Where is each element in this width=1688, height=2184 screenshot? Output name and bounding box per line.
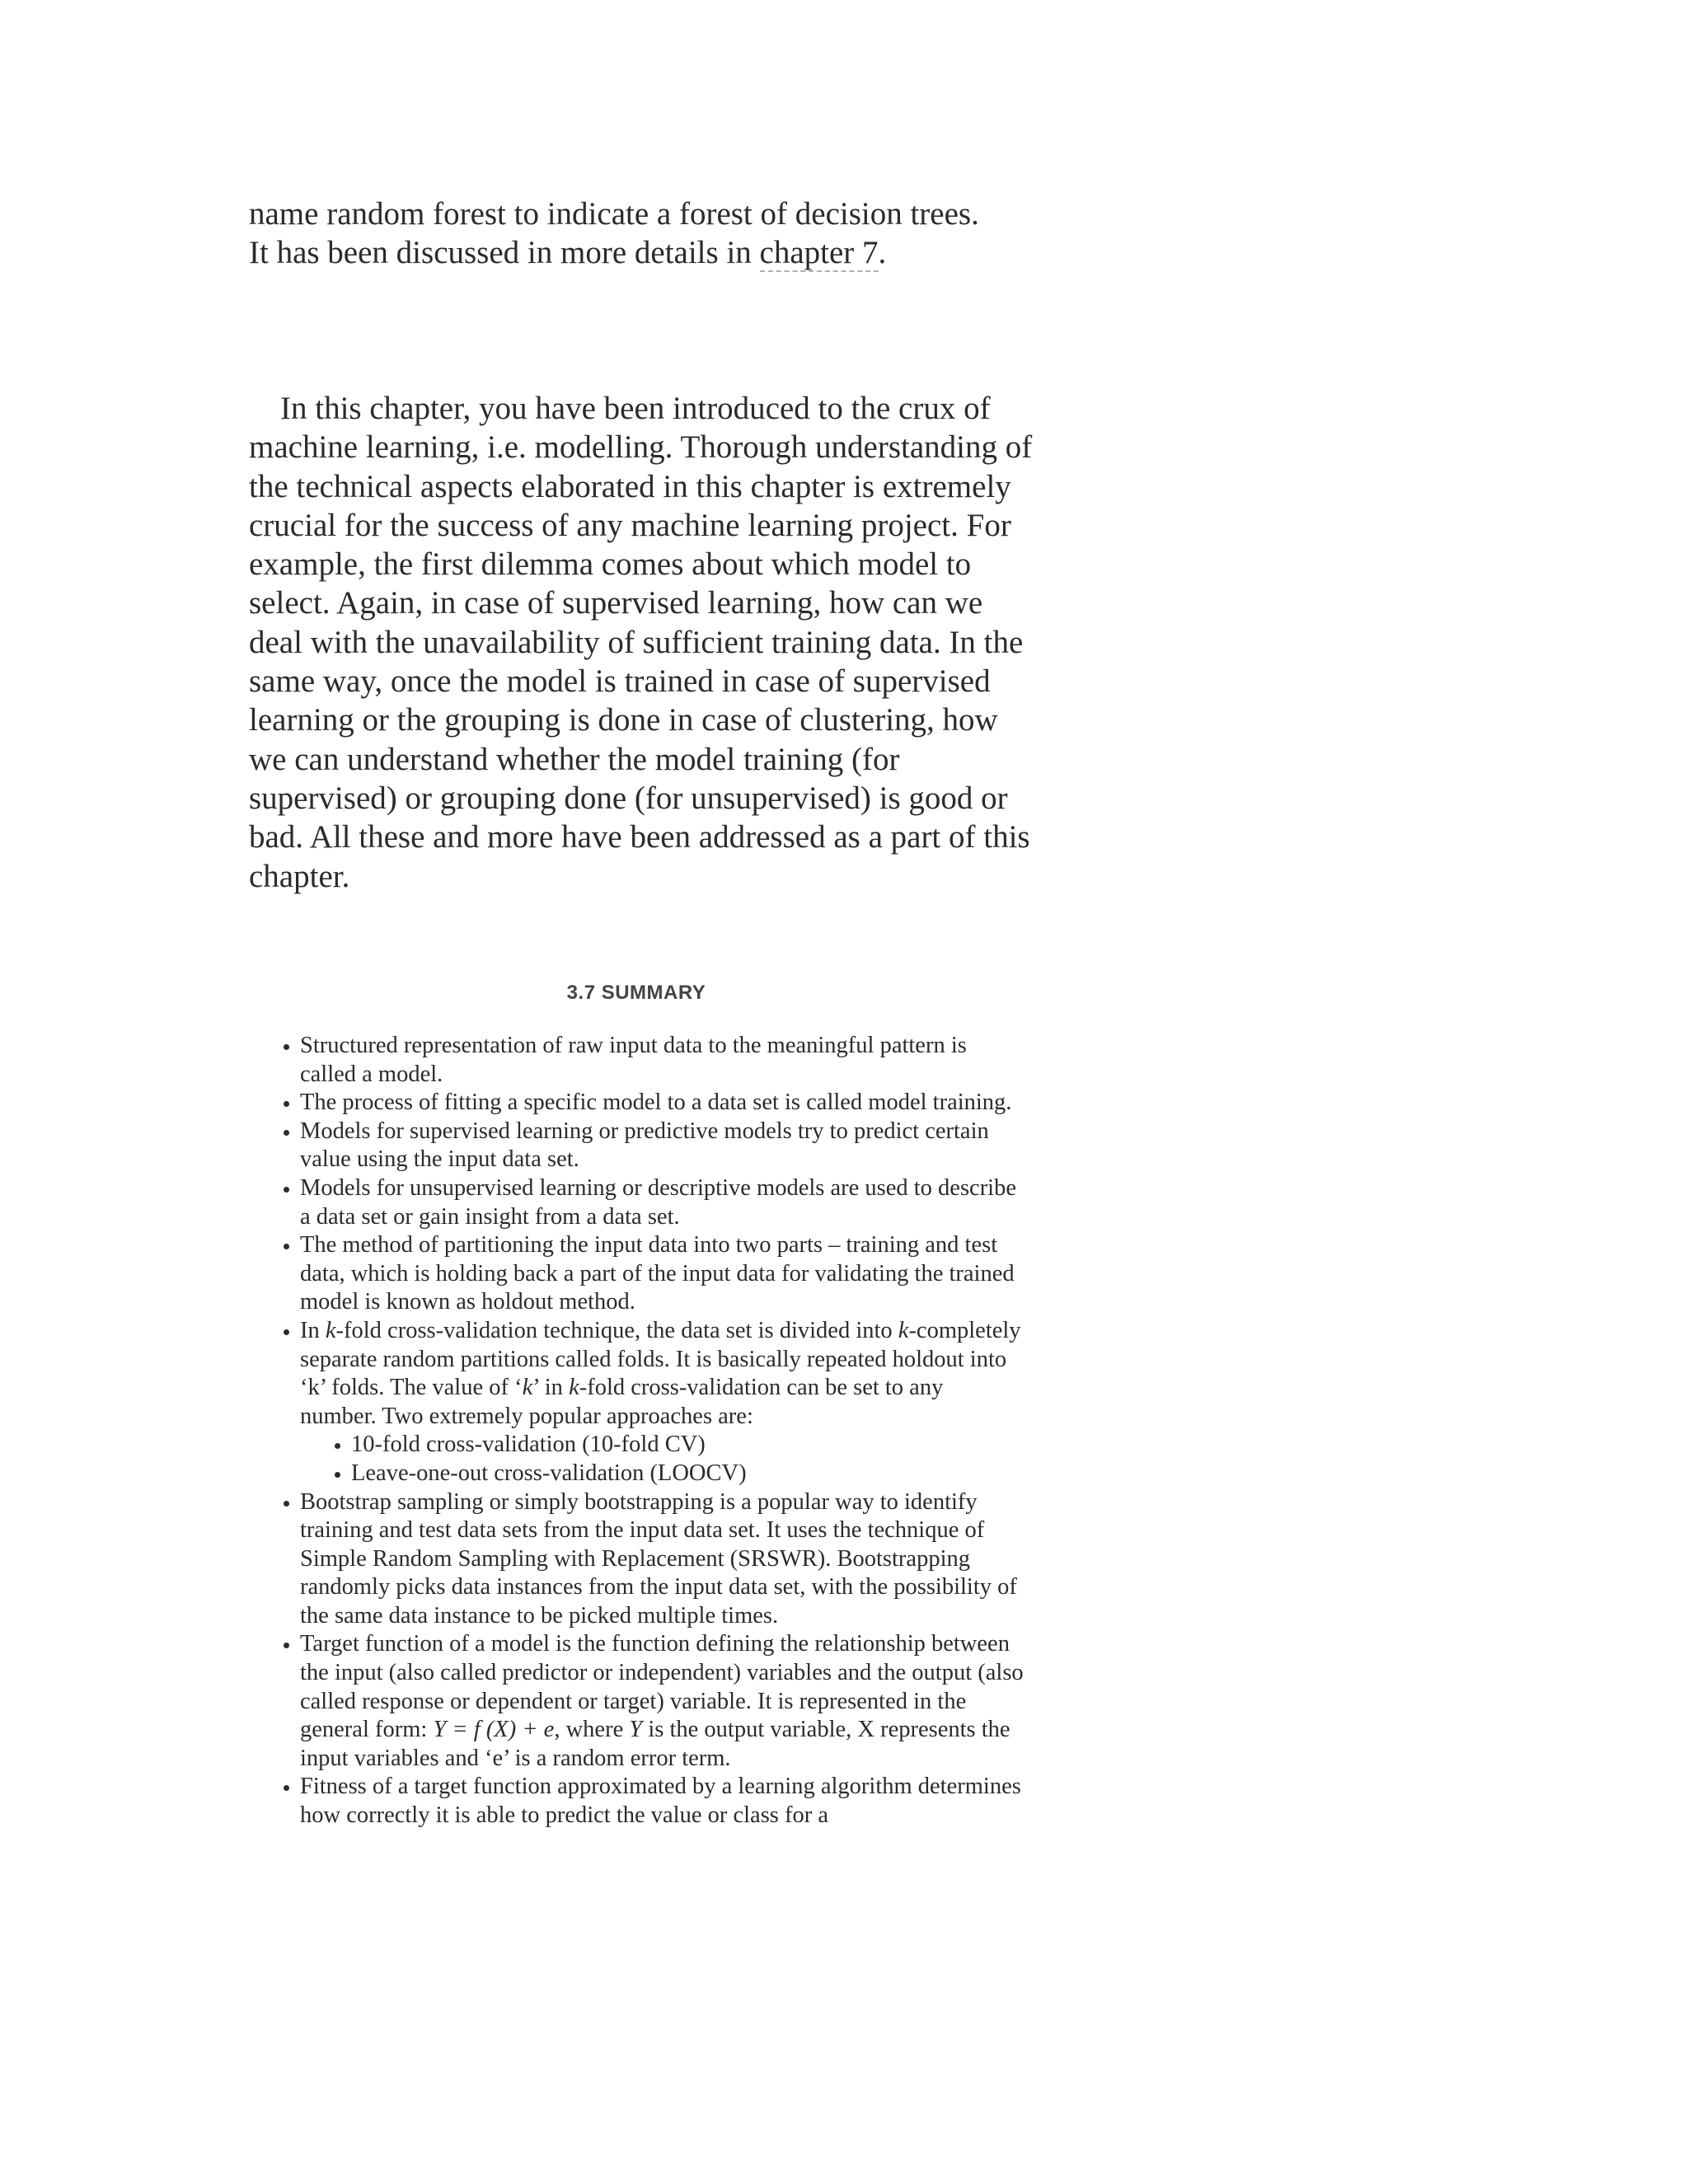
summary-item-fitness: • Fitness of a target function approximated by a learning algorithm determines how correctly it is able to predict the value or class for a — [300, 1773, 1024, 1830]
summary-list — [249, 1032, 1024, 1830]
target-y: Y — [629, 1717, 643, 1743]
approach-loocv: • Leave-one-out cross-validation (LOOCV) — [351, 1460, 1024, 1488]
kfold-k-1: k — [325, 1317, 336, 1343]
kfold-text-1: In — [300, 1317, 326, 1343]
summary-item-bootstrap: • Bootstrap sampling or simply bootstrapping is a popular way to identify training and test data sets from the input data set. It uses the technique of Simple Random Sampling with Replacement (SRSWR). Bootstrapping randomly picks data instances from the input data set, with the possibility of the same data instance to be picked multiple times. — [300, 1488, 1024, 1631]
kfold-k-4: k — [569, 1375, 579, 1401]
summary-item-model: • Structured representation of raw input data to the meaningful pattern is called a model. — [300, 1032, 1024, 1089]
kfold-approaches-list — [300, 1431, 1024, 1488]
target-text-3: is the output variable, X represents the input variables and ‘e’ is a random error term. — [300, 1717, 1010, 1771]
lead-paragraph — [249, 194, 1040, 272]
target-text-1: Target function of a model is the function defining the relationship between the input (also called predictor or independent) variables and the output (also called response or dependent or target) variable. It is represented in the general form: — [300, 1631, 1024, 1743]
kfold-k-3: k — [522, 1375, 533, 1401]
section-heading: 3.7 SUMMARY — [566, 982, 706, 1004]
kfold-text-2: -fold cross-validation technique, the data set is divided into — [335, 1317, 898, 1343]
kfold-text-5: -fold cross-validation can be set to any number. Two extremely popular approaches are: — [300, 1375, 944, 1429]
approach-10-fold: • 10-fold cross-validation (10-fold CV) — [351, 1431, 1024, 1460]
lead-line-2-suffix: . — [878, 235, 887, 270]
kfold-text-3: -completely separate random partitions called folds. It is basically repeated holdout into ‘k’ folds. The value of ‘ — [300, 1317, 1021, 1401]
summary-item-target-function — [300, 1630, 1024, 1773]
chapter-conclusion-paragraph: In this chapter, you have been introduced to the crux of machine learning, i.e. modelling. Thorough understanding of the technical aspects elaborated in this chapter is extremely crucial for the success of any machine learning project. For example, the first dilemma comes about which model to select. Again, in case of supervised learning, how can we deal with the unavailability of sufficient training data. In the same way, once the model is trained in case of supervised learning or the grouping is done in case of clustering, how we can understand whether the model training (for supervised) or grouping done (for unsupervised) is good or bad. All these and more have been addressed as a part of this chapter. — [249, 391, 1033, 894]
summary-item-descriptive: • Models for unsupervised learning or descriptive models are used to describe a data set or gain insight from a data set. — [300, 1174, 1024, 1231]
lead-line-2-prefix: It has been discussed in more details in — [249, 235, 752, 270]
kfold-text-4: ’ in — [532, 1375, 570, 1401]
lead-line-1: name random forest to indicate a forest of decision trees. — [249, 196, 979, 232]
summary-item-kfold — [300, 1317, 1024, 1488]
summary-item-training: • The process of fitting a specific model to a data set is called model training. — [300, 1089, 1024, 1118]
summary-item-holdout: • The method of partitioning the input data into two parts – training and test data, which is holding back a part of the input data for validating the trained model is known as holdout method. — [300, 1231, 1024, 1317]
kfold-k-2: k — [898, 1317, 909, 1343]
target-formula: Y = f (X) + e — [433, 1717, 555, 1743]
target-text-2: , where — [554, 1717, 630, 1743]
summary-item-predictive: • Models for supervised learning or predictive models try to predict certain value using the input data set. — [300, 1118, 1024, 1174]
chapter-7-link[interactable]: chapter 7 — [759, 235, 879, 270]
